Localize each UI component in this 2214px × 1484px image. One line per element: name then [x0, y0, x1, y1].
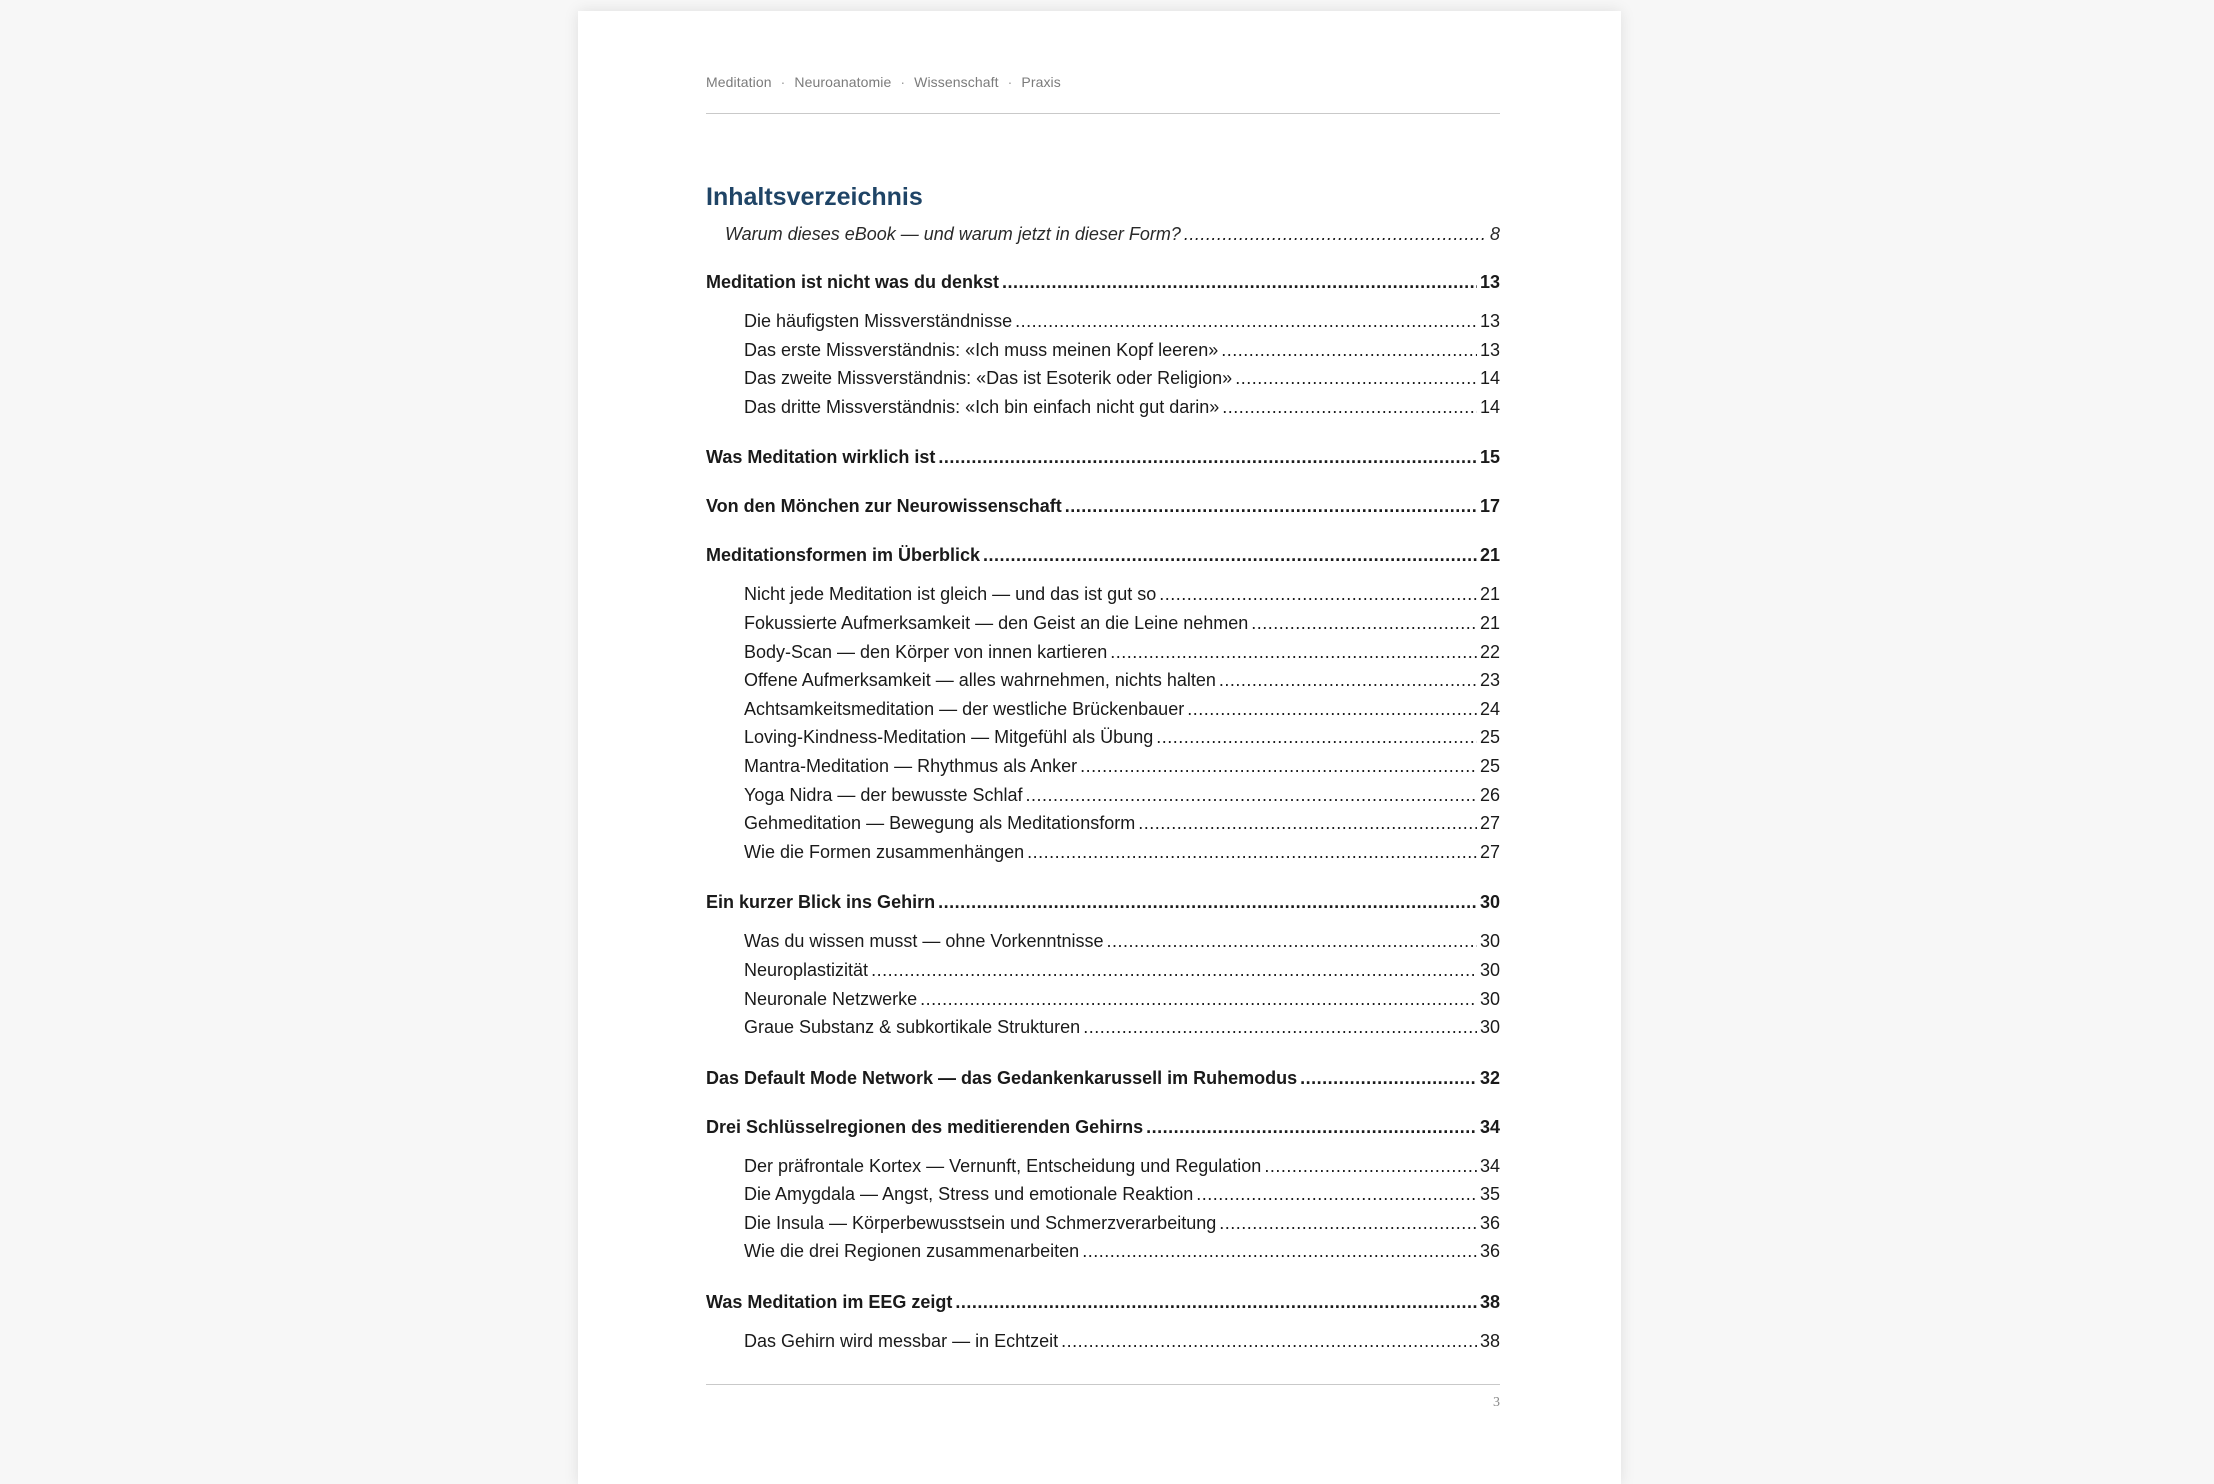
toc-chapter-block [706, 1114, 1500, 1266]
toc-page-number: 30 [1479, 988, 1500, 1009]
toc-section-entry[interactable] [706, 1209, 1500, 1238]
toc-chapter-entry[interactable] [706, 1289, 1500, 1315]
toc-entry-label: Das Gehirn wird messbar — in Echtzeit [744, 1331, 1059, 1352]
dot-leader [1222, 393, 1477, 422]
toc-page-number: 38 [1479, 1292, 1500, 1313]
toc-page-number: 30 [1479, 931, 1500, 952]
toc-page-number: 21 [1479, 612, 1500, 633]
toc-page-number: 14 [1479, 368, 1500, 389]
toc-chapter-entry[interactable] [706, 542, 1500, 568]
dot-leader [1251, 609, 1477, 638]
toc-section-entry[interactable] [706, 1013, 1500, 1042]
toc-section-entry[interactable] [706, 695, 1500, 724]
toc-section-entry[interactable] [706, 393, 1500, 422]
toc-section-list [706, 1327, 1500, 1356]
running-header [706, 74, 1500, 114]
toc-section-entry[interactable] [706, 336, 1500, 365]
toc-entry-label: Gehmeditation — Bewegung als Meditationsform [744, 813, 1136, 834]
toc-page-number: 24 [1479, 698, 1500, 719]
toc-chapter-block [706, 1289, 1500, 1356]
toc-chapter-entry[interactable] [706, 1065, 1500, 1091]
toc-page-number: 32 [1479, 1067, 1500, 1088]
toc-entry-label: Body-Scan — den Körper von innen kartieren [744, 641, 1108, 662]
toc-entry-label: Neuroplastizität [744, 959, 869, 980]
toc-entry-label: Mantra-Meditation — Rhythmus als Anker [744, 755, 1078, 776]
toc-entry-label: Offene Aufmerksamkeit — alles wahrnehmen, nichts halten [744, 670, 1216, 691]
dot-leader [1107, 927, 1477, 956]
toc-section-list [706, 580, 1500, 866]
toc-page-number: 17 [1479, 496, 1500, 517]
toc-page-number: 14 [1479, 396, 1500, 417]
toc-section-entry[interactable] [706, 1327, 1500, 1356]
toc-entry-label: Neuronale Netzwerke [744, 988, 918, 1009]
running-footer [706, 1384, 1500, 1411]
dot-leader [1300, 1065, 1477, 1091]
toc-section-entry[interactable] [706, 609, 1500, 638]
toc-section-entry[interactable] [706, 927, 1500, 956]
toc-page-number: 30 [1479, 959, 1500, 980]
toc-entry-label: Das Default Mode Network — das Gedankenkarussell im Ruhemodus [706, 1067, 1298, 1088]
toc-page-number: 15 [1479, 447, 1500, 468]
toc-page-number: 34 [1479, 1155, 1500, 1176]
toc-chapter-block [706, 889, 1500, 1041]
toc-entry-label: Das dritte Missverständnis: «Ich bin einfach nicht gut darin» [744, 396, 1220, 417]
toc-entry-label: Der präfrontale Kortex — Vernunft, Entscheidung und Regulation [744, 1155, 1262, 1176]
header-separator: · [1007, 74, 1013, 90]
toc-page-number: 13 [1479, 272, 1500, 292]
toc-entry-label: Was Meditation im EEG zeigt [706, 1292, 953, 1313]
dot-leader [1110, 638, 1477, 667]
toc-section-entry[interactable] [706, 580, 1500, 609]
header-topic: Meditation [706, 74, 772, 90]
toc-page-number: 21 [1479, 584, 1500, 605]
dot-leader [938, 444, 1477, 470]
toc-section-entry[interactable] [706, 809, 1500, 838]
toc-section-entry[interactable] [706, 723, 1500, 752]
toc-section-entry[interactable] [706, 364, 1500, 393]
toc-section-entry[interactable] [706, 956, 1500, 985]
toc-chapter-entry[interactable] [706, 444, 1500, 470]
toc-section-entry[interactable] [706, 752, 1500, 781]
toc-entry-label: Graue Substanz & subkortikale Strukturen [744, 1017, 1081, 1038]
toc-section-entry[interactable] [706, 1237, 1500, 1266]
dot-leader [1196, 1180, 1477, 1209]
dot-leader [1219, 1209, 1477, 1238]
toc-section-entry[interactable] [706, 985, 1500, 1014]
header-separator: · [780, 74, 786, 90]
toc-page-number: 35 [1479, 1184, 1500, 1205]
toc-section-list [706, 927, 1500, 1041]
header-topic: Neuroanatomie [794, 74, 892, 90]
toc-section-entry[interactable] [706, 1180, 1500, 1209]
toc-entry-label: Loving-Kindness-Meditation — Mitgefühl als Übung [744, 727, 1154, 748]
toc-chapter-entry[interactable] [706, 493, 1500, 519]
toc-section-entry[interactable] [706, 838, 1500, 867]
toc-entry-label: Die Insula — Körperbewusstsein und Schmerzverarbeitung [744, 1212, 1217, 1233]
dot-leader [1159, 580, 1477, 609]
dot-leader [1219, 666, 1477, 695]
dot-leader [1187, 695, 1477, 724]
toc-entry-label: Meditationsformen im Überblick [706, 545, 981, 566]
toc-entry-label: Wie die Formen zusammenhängen [744, 841, 1025, 862]
dot-leader [1026, 781, 1477, 810]
header-topic: Wissenschaft [914, 74, 999, 90]
table-of-contents [706, 178, 1500, 1356]
toc-entry-label: Was du wissen musst — ohne Vorkenntnisse [744, 931, 1104, 952]
toc-page-number: 13 [1479, 311, 1500, 331]
toc-section-entry[interactable] [706, 307, 1500, 336]
dot-leader [1083, 1013, 1477, 1042]
toc-page-number: 30 [1479, 1017, 1500, 1038]
dot-leader [1015, 307, 1477, 336]
toc-page-number: 21 [1479, 545, 1500, 566]
toc-entry-label: Die Amygdala — Angst, Stress und emotionale Reaktion [744, 1184, 1194, 1205]
toc-page-number: 27 [1479, 813, 1500, 834]
page-number: 3 [1493, 1395, 1500, 1410]
toc-section-entry[interactable] [706, 666, 1500, 695]
dot-leader [1002, 269, 1477, 295]
toc-page-number: 34 [1479, 1116, 1500, 1137]
dot-leader [1264, 1152, 1477, 1181]
toc-entry-label: Drei Schlüsselregionen des meditierenden Gehirns [706, 1116, 1144, 1137]
dot-leader [938, 889, 1477, 915]
toc-section-list [706, 307, 1500, 421]
dot-leader [1061, 1327, 1477, 1356]
toc-chapter-entry[interactable] [706, 889, 1500, 915]
dot-leader [1138, 809, 1477, 838]
toc-chapter-block [706, 444, 1500, 470]
toc-title: Inhaltsverzeichnis [706, 183, 923, 211]
toc-entry-label: Das erste Missverständnis: «Ich muss meinen Kopf leeren» [744, 339, 1219, 360]
dot-leader [1146, 1114, 1477, 1140]
document-page [578, 11, 1621, 1484]
toc-chapter-block [706, 269, 1500, 421]
toc-section-list [706, 1152, 1500, 1266]
toc-intro-entry[interactable] [706, 222, 1500, 246]
toc-chapter-block [706, 493, 1500, 519]
toc-page-number: 25 [1479, 755, 1500, 776]
dot-leader [1080, 752, 1477, 781]
dot-leader [1082, 1237, 1477, 1266]
dot-leader [871, 956, 1477, 985]
toc-page-number: 30 [1479, 892, 1500, 913]
dot-leader [920, 985, 1477, 1014]
dot-leader [1065, 493, 1477, 519]
toc-section-entry[interactable] [706, 1152, 1500, 1181]
toc-entry-label: Yoga Nidra — der bewusste Schlaf [744, 784, 1023, 805]
toc-entry-label: Warum dieses eBook — und warum jetzt in dieser Form? [725, 224, 1181, 244]
toc-chapter-block [706, 1065, 1500, 1091]
toc-entry-label: Nicht jede Meditation ist gleich — und das ist gut so [744, 584, 1157, 605]
toc-page-number: 23 [1479, 670, 1500, 691]
toc-entry-label: Wie die drei Regionen zusammenarbeiten [744, 1241, 1080, 1262]
toc-page-number: 26 [1479, 784, 1500, 805]
toc-chapter-entry[interactable] [706, 1114, 1500, 1140]
dot-leader [1235, 364, 1477, 393]
toc-chapter-block [706, 542, 1500, 866]
dot-leader [955, 1289, 1477, 1315]
toc-entry-label: Fokussierte Aufmerksamkeit — den Geist an die Leine nehmen [744, 612, 1249, 633]
toc-section-entry[interactable] [706, 638, 1500, 667]
toc-entry-label: Achtsamkeitsmeditation — der westliche Brückenbauer [744, 698, 1185, 719]
toc-entry-label: Was Meditation wirklich ist [706, 447, 936, 468]
toc-page-number: 25 [1479, 727, 1500, 748]
toc-entry-label: Das zweite Missverständnis: «Das ist Esoterik oder Religion» [744, 368, 1233, 389]
toc-entry-label: Von den Mönchen zur Neurowissenschaft [706, 496, 1062, 517]
toc-page-number: 22 [1479, 641, 1500, 662]
toc-page-number: 36 [1479, 1212, 1500, 1233]
toc-entry-label: Die häufigsten Missverständnisse [744, 311, 1013, 331]
toc-section-entry[interactable] [706, 781, 1500, 810]
toc-chapter-entry[interactable] [706, 269, 1500, 295]
dot-leader [1221, 336, 1477, 365]
dot-leader [983, 542, 1477, 568]
toc-chapter-list [706, 269, 1500, 1356]
dot-leader [1027, 838, 1477, 867]
header-topic: Praxis [1021, 74, 1061, 90]
dot-leader [1184, 222, 1487, 246]
toc-page-number: 13 [1479, 339, 1500, 360]
dot-leader [1156, 723, 1477, 752]
toc-page-number: 38 [1479, 1331, 1500, 1352]
toc-entry-label: Meditation ist nicht was du denkst [706, 272, 1000, 292]
toc-entry-label: Ein kurzer Blick ins Gehirn [706, 892, 936, 913]
toc-page-number: 8 [1489, 224, 1500, 244]
toc-page-number: 36 [1479, 1241, 1500, 1262]
toc-page-number: 27 [1479, 841, 1500, 862]
header-separator: · [900, 74, 906, 90]
